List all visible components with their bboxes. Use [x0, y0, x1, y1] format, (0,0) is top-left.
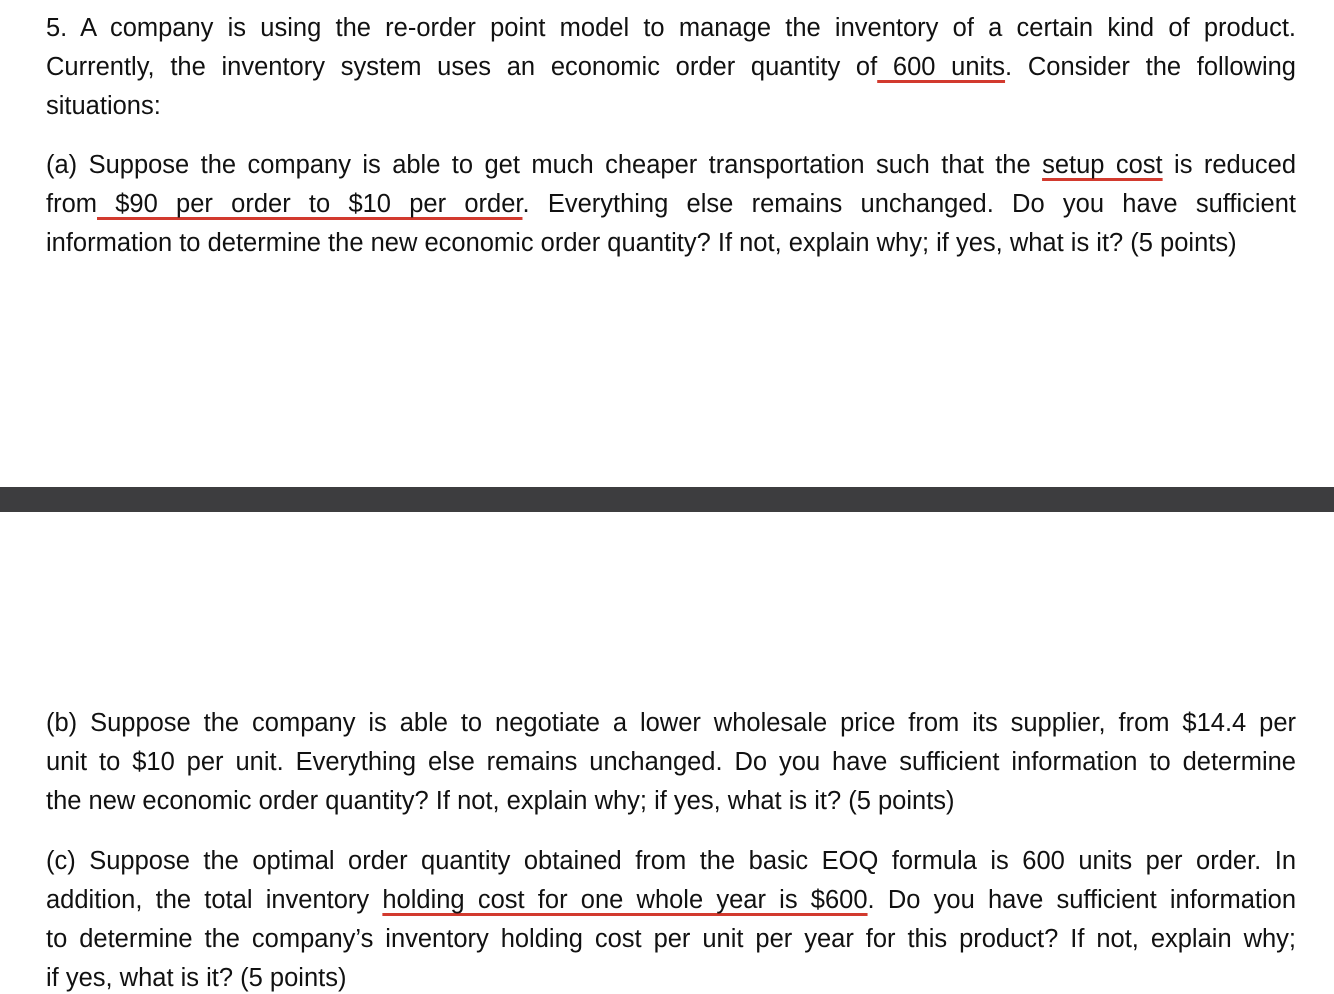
- question-5c: [46, 842, 1296, 994]
- question-5a: [46, 146, 1296, 263]
- qb-line-1: (b) Suppose the company is able to negotiate a lower wholesale price from its supplier, from $14.4 per: [46, 709, 1296, 737]
- question-5-intro: [46, 9, 1296, 126]
- qc-line-3: to determine the company’s inventory holding cost per unit per year for this product? If not, explain why;: [46, 925, 1296, 953]
- qc-line-2: [46, 881, 1296, 920]
- qa-line-2-text-a: from: [46, 190, 97, 218]
- document-page-bottom: [0, 512, 1334, 994]
- qc-line-2-text-a: addition, the total inventory: [46, 886, 383, 914]
- qa-line-1-text-b: is reduced: [1162, 151, 1297, 179]
- qa-line-3: information to determine the new economic order quantity? If not, explain why; if yes, what is it? (5 points): [46, 229, 1237, 257]
- q5-underlined-eoq: 600 units: [877, 53, 1006, 81]
- qb-line-3: the new economic order quantity? If not, explain why; if yes, what is it? (5 points): [46, 787, 955, 815]
- qc-line-1: (c) Suppose the optimal order quantity obtained from the basic EOQ formula is 600 units per order. In: [46, 847, 1296, 875]
- q5-line-2-text-a: Currently, the inventory system uses an economic order quantity of: [46, 53, 878, 81]
- question-5b: [46, 704, 1296, 821]
- document-page-top: [0, 0, 1334, 487]
- q5-line-3: situations:: [46, 92, 161, 120]
- qa-line-1-text-a: (a) Suppose the company is able to get much cheaper transportation such that the: [46, 151, 1043, 179]
- qc-line-4: if yes, what is it? (5 points): [46, 964, 347, 992]
- page-divider: [0, 487, 1334, 512]
- qa-underlined-cost-change: $90 per order to $10 per order: [97, 190, 523, 218]
- qc-line-2-text-b: . Do you have sufficient information: [867, 886, 1297, 914]
- qa-line-2: [46, 185, 1296, 224]
- qa-line-2-text-b: . Everything else remains unchanged. Do you have sufficient: [522, 190, 1296, 218]
- qa-line-1: [46, 146, 1296, 185]
- q5-line-2-text-b: . Consider the following: [1005, 53, 1296, 81]
- qc-underlined-holding-cost: holding cost for one whole year is $600: [382, 886, 868, 914]
- q5-line-1: 5. A company is using the re-order point model to manage the inventory of a certain kind of product.: [46, 14, 1296, 42]
- qa-underlined-setup-cost: setup cost: [1042, 151, 1163, 179]
- q5-line-2: [46, 48, 1296, 87]
- qb-line-2: unit to $10 per unit. Everything else remains unchanged. Do you have sufficient information to determine: [46, 748, 1296, 776]
